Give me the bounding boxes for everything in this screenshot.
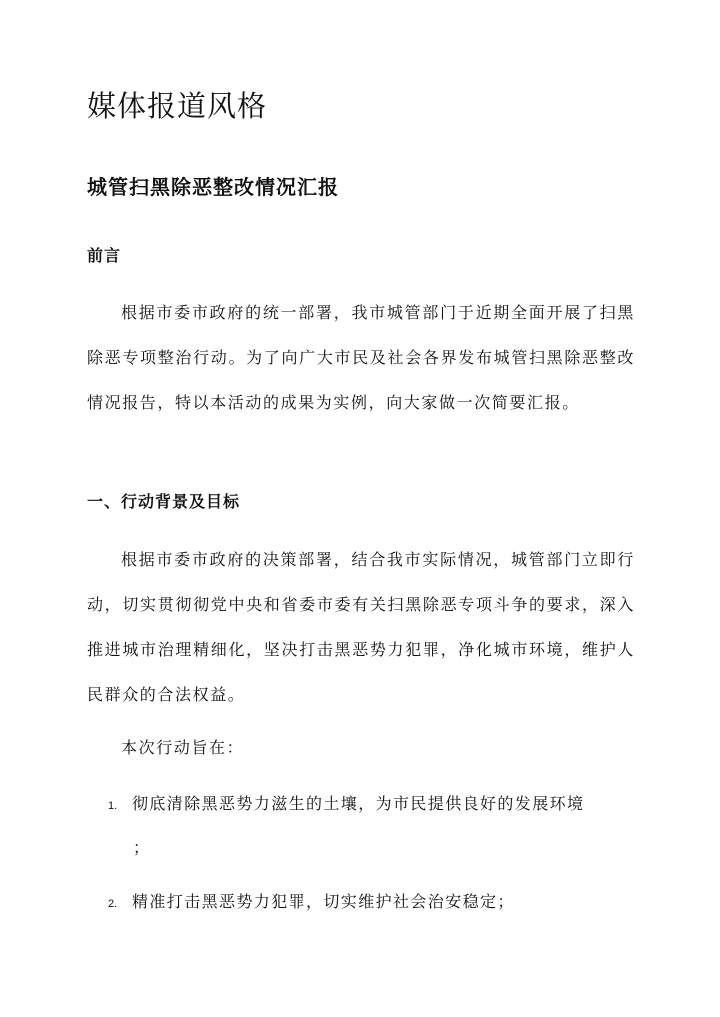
list-item-number: 1.	[108, 800, 118, 812]
aims-intro: 本次行动旨在：	[121, 738, 245, 757]
section-1-heading: 一、行动背景及目标	[87, 492, 241, 511]
report-title: 城管扫黑除恶整改情况汇报	[87, 175, 339, 199]
list-item-number: 2.	[108, 898, 118, 910]
list-item-continuation: ；	[133, 838, 150, 857]
list-item-text: 精准打击黑恶势力犯罪，切实维护社会治安稳定；	[132, 892, 515, 911]
section-1-paragraph: 根据市委市政府的决策部署，结合我市实际情况，城管部门立即行动，切实贯彻彻党中央和省委市委有关扫黑除恶专项斗争的要求，深入推进城市治理精细化，坚决打击黑恶势力犯罪，净化城市环境，维护人民群众的合法权益。	[87, 550, 635, 704]
list-item-text: 彻底清除黑恶势力滋生的土壤，为市民提供良好的发展环境	[132, 794, 585, 813]
preface-paragraph: 根据市委市政府的统一部署，我市城管部门于近期全面开展了扫黑除恶专项整治行动。为了向广大市民及社会各界发布城管扫黑除恶整改情况报告，特以本活动的成果为实例，向大家做一次简要汇报。	[87, 303, 635, 412]
preface-heading: 前言	[87, 246, 122, 265]
document-title: 媒体报道风格	[87, 89, 268, 123]
